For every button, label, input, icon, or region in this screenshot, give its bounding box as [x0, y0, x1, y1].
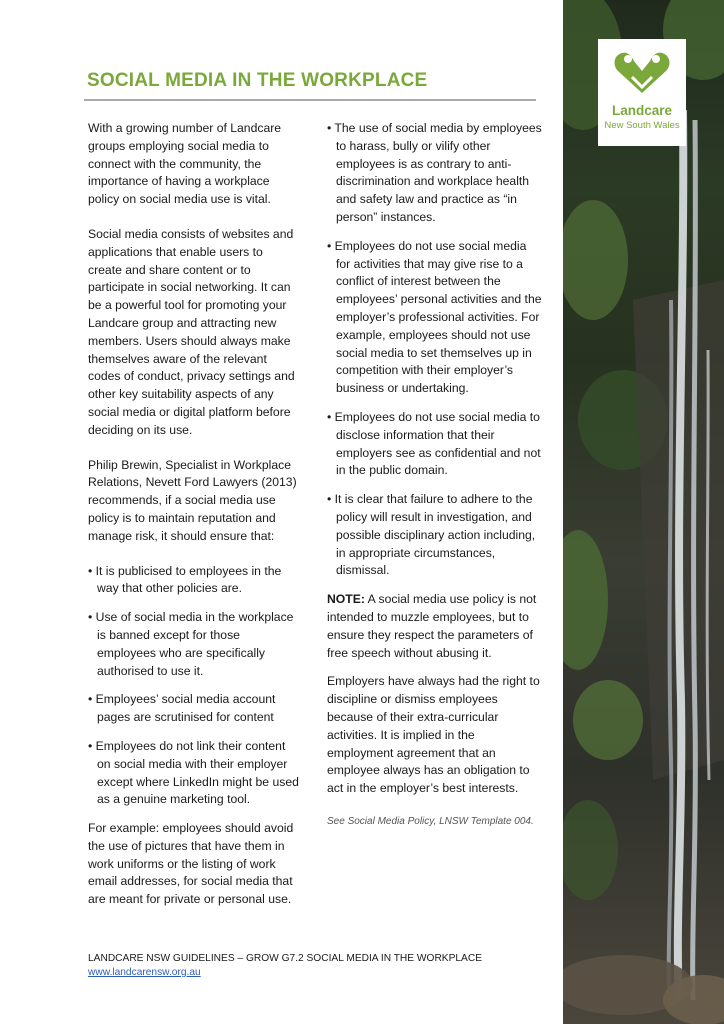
website-link[interactable]: www.landcarensw.org.au: [88, 967, 201, 978]
note-text: A social media use policy is not intended to muzzle employees, but to ensure they respect the parameters of free speech without abusing it.: [327, 592, 537, 660]
bullet-item: • Employees do not use social media for activities that may give rise to a conflict of interest between the employees’ personal activities and the employer’s professional activities. For example, employees should not use social media to set themselves up in competition with their employer’s business or undertaking.: [327, 238, 542, 396]
footer: [88, 952, 482, 980]
title-divider: [84, 99, 536, 101]
recommendation-paragraph: Philip Brewin, Specialist in Workplace Relations, Nevett Ford Lawyers (2013) recommends, if a social media use policy is to maintain reputation and manage risk, it should ensure that:: [88, 457, 297, 543]
note-paragraph: [327, 591, 543, 662]
logo-wordmark: Landcare: [611, 103, 673, 118]
note-label: NOTE:: [327, 592, 365, 607]
bullet-item: • It is clear that failure to adhere to the policy will result in investigation, and possible disciplinary action including, in appropriate circumstances, dismissal.: [327, 492, 536, 578]
bullet-item: • Use of social media in the workplace is banned except for those employees who are specifically authorised to use it.: [88, 610, 294, 678]
bullet-item: • Employees do not use social media to disclose information that their employers see as confidential and not in the public domain.: [327, 409, 541, 478]
definition-paragraph: Social media consists of websites and applications that enable users to create and share content or to participate in social networking. It can be a powerful tool for promoting your Landcare group and attracting new members. Users should always make themselves aware of the relevant codes of conduct, privacy settings and other key suitability aspects of any social media or digital platform before deciding on its use.: [88, 226, 295, 437]
example-paragraph: For example: employees should avoid the use of pictures that have them in work uniforms or the listing of work email addresses, for social media that are meant for private or personal use.: [88, 821, 294, 907]
landcare-logo: [598, 39, 686, 146]
bullet-item: • Employees’ social media account pages are scrutinised for content: [88, 692, 276, 725]
employers-paragraph: Employers have always had the right to discipline or dismiss employees because of their extra-curricular activities. It is implied in the employment agreement that an employee always has an obligation to act in the employer’s best interests.: [327, 674, 540, 796]
left-column: [88, 120, 300, 926]
waterfall-illustration: [563, 0, 724, 1024]
bullet-item: • The use of social media by employees to harass, bully or vilify other employees is as contrary to anti-discrimination and workplace health and safety law and practice as “in person” instances.: [327, 121, 542, 224]
waterfall-photo: [563, 0, 724, 1024]
bullet-item: • Employees do not link their content on social media with their employer except where LinkedIn might be used as a genuine marketing tool.: [88, 738, 299, 807]
landcare-hands-icon: [598, 39, 686, 99]
bullet-item: • It is publicised to employees in the way that other policies are.: [88, 563, 282, 596]
intro-paragraph: With a growing number of Landcare groups employing social media to connect with the community, the importance of having a workplace policy on social media use is vital.: [88, 121, 282, 207]
footer-title: LANDCARE NSW GUIDELINES – GROW G7.2 SOCIAL MEDIA IN THE WORKPLACE: [88, 953, 482, 964]
right-column: [327, 120, 543, 848]
logo-subtitle: New South Wales: [604, 120, 680, 131]
reference-note: See Social Media Policy, LNSW Template 004.: [327, 815, 534, 827]
page-title: SOCIAL MEDIA IN THE WORKPLACE: [87, 70, 428, 91]
